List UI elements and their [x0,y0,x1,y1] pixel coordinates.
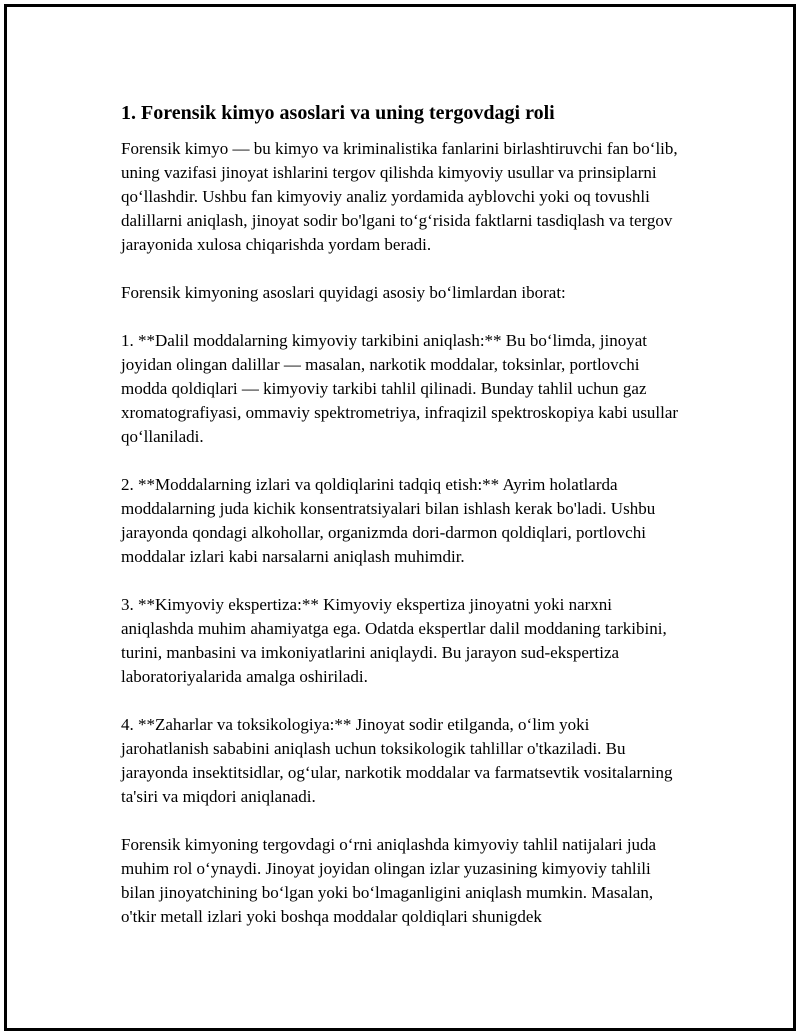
list-item-chemical-expertise: 3. **Kimyoviy ekspertiza:** Kimyoviy ekspertiza jinoyatni yoki narxni aniqlashda muhim ahamiyatga ega. Odatda ekspertlar dalil moddaning tarkibini, turini, manbasini va imkoniyatlarini aniqlaydi. Bu jarayon sud-ekspertiza laboratoriyalarida amalga oshiriladi. [121,595,667,686]
document-body [121,101,681,953]
conclusion-paragraph: Forensik kimyoning tergovdagi o‘rni aniqlashda kimyoviy tahlil natijalari juda muhim rol o‘ynaydi. Jinoyat joyidan olingan izlar yuzasining kimyoviy tahlili bilan jinoyatchining bo‘lgan yoki bo‘lmaganligini aniqlash mumkin. Masalan, o'tkir metall izlari yoki boshqa moddalar qoldiqlari shunigdek [121,835,657,926]
list-item-trace-residues: 2. **Moddalarning izlari va qoldiqlarini tadqiq etish:** Ayrim holatlarda moddalarning juda kichik konsentratsiyalari bilan ishlash kerak bo'ladi. Ushbu jarayonda qondagi alkohollar, organizmda dori-darmon qoldiqlari, portlovchi moddalar izlari kabi narsalarni aniqlash muhimdir. [121,475,656,566]
sections-intro-paragraph: Forensik kimyoning asoslari quyidagi asosiy bo‘limlardan iborat: [121,283,566,302]
list-item-evidence-composition: 1. **Dalil moddalarning kimyoviy tarkibini aniqlash:** Bu bo‘limda, jinoyat joyidan olingan dalillar — masalan, narkotik moddalar, toksinlar, portlovchi modda qoldiqlari — kimyoviy tarkibi tahlil qilinadi. Bunday tahlil uchun gaz xromatografiyasi, ommaviy spektrometriya, infraqizil spektroskopiya kabi usullar qo‘llaniladi. [121,331,679,446]
section-heading: 1. Forensik kimyo asoslari va uning tergovdagi roli [121,102,555,124]
intro-paragraph: Forensik kimyo — bu kimyo va kriminalistika fanlarini birlashtiruvchi fan bo‘lib, uning vazifasi jinoyat ishlarini tergov qilishda kimyoviy usullar va prinsiplarni qo‘llashdir. Ushbu fan kimyoviy analiz yordamida ayblovchi yoki oq tovushli dalillarni aniqlash, jinoyat sodir bo'lgani to‘g‘risida faktlarni tasdiqlash va tergov jarayonida xulosa chiqarishda yordam beradi. [121,139,678,254]
list-item-toxicology: 4. **Zaharlar va toksikologiya:** Jinoyat sodir etilganda, o‘lim yoki jarohatlanish sababini aniqlash uchun toksikologik tahlillar o'tkaziladi. Bu jarayonda insektitsidlar, og‘ular, narkotik moddalar va farmatsevtik vositalarning ta'siri va miqdori aniqlanadi. [121,715,673,806]
page-frame [4,4,796,1031]
